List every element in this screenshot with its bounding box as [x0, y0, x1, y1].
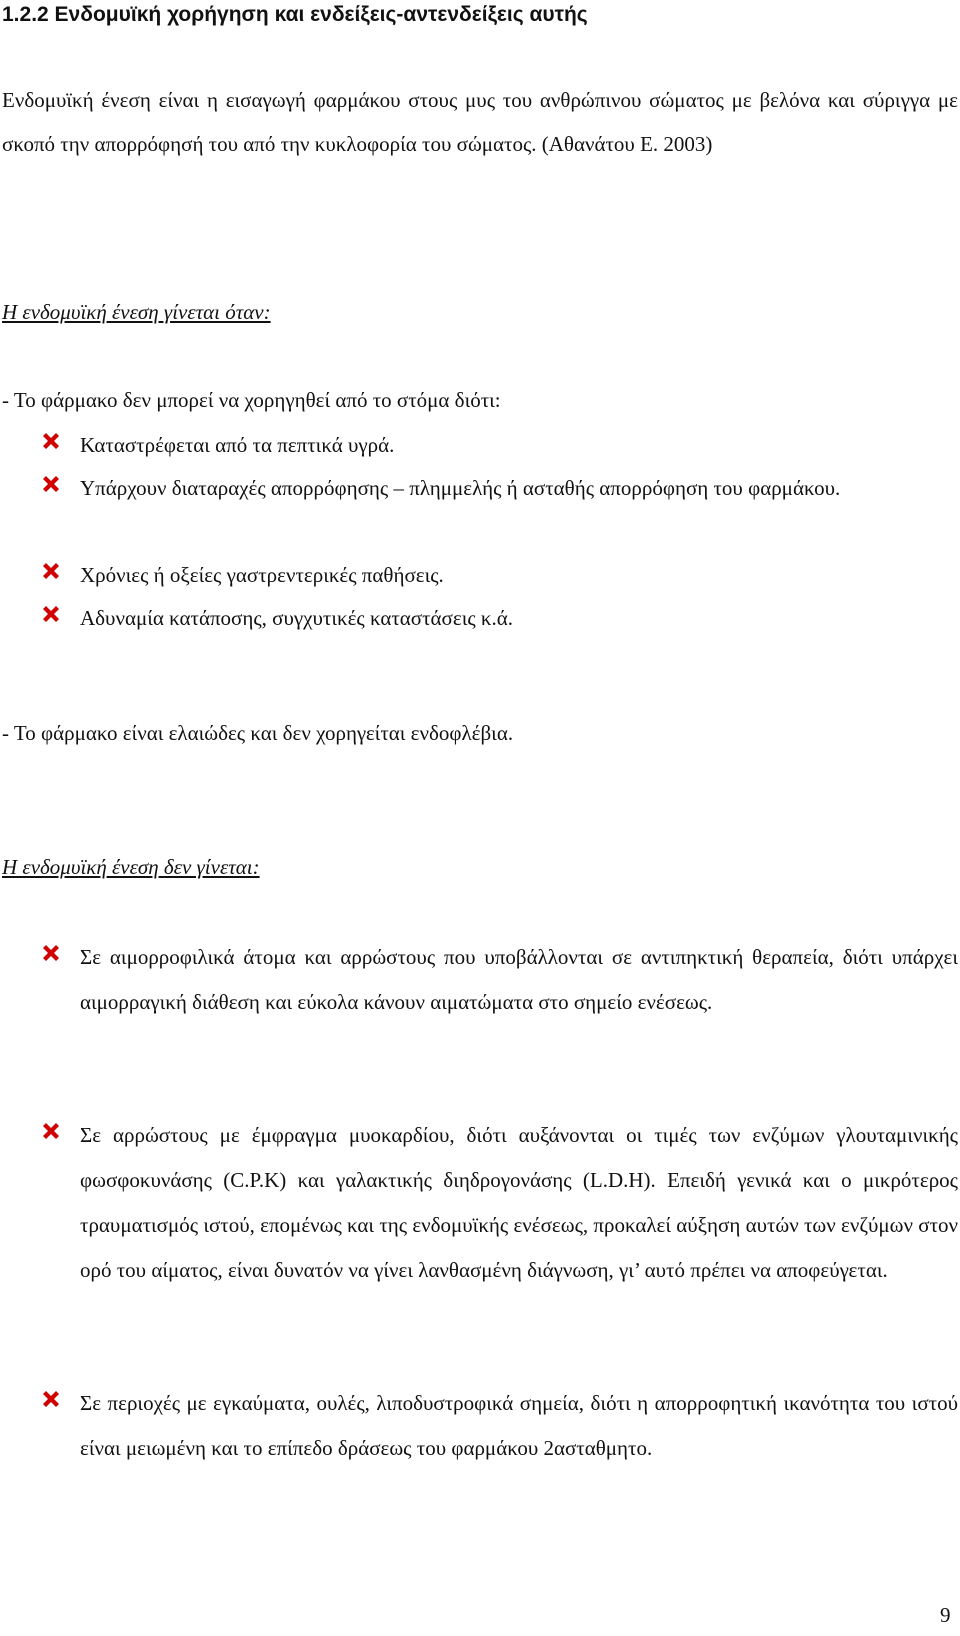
cross-mark-icon [40, 473, 62, 495]
cross-mark-icon [40, 1120, 62, 1142]
section-title: 1.2.2 Ενδομυϊκή χορήγηση και ενδείξεις-αντενδείξεις αυτής [2, 3, 588, 26]
bullet-text: Υπάρχουν διαταραχές απορρόφησης – πλημμελής ή ασταθής απορρόφηση του φαρμάκου. [80, 476, 841, 500]
cross-mark-icon [40, 1388, 62, 1410]
bullet-text: Καταστρέφεται από τα πεπτικά υγρά. [80, 433, 395, 457]
page-number: 9 [940, 1603, 951, 1627]
when-case-oral: - Το φάρμακο δεν μπορεί να χορηγηθεί από το στόμα διότι: [2, 388, 501, 412]
cross-mark-icon [40, 942, 62, 964]
bullet-text: Χρόνιες ή οξείες γαστρεντερικές παθήσεις. [80, 563, 444, 587]
cross-mark-icon [40, 430, 62, 452]
cross-mark-icon [40, 603, 62, 625]
bullet-text: Αδυναμία κατάποσης, συγχυτικές καταστάσεις κ.ά. [80, 606, 513, 630]
bullet-text: Σε αρρώστους με έμφραγμα μυοκαρδίου, διότι αυξάνονται οι τιμές των ενζύμων γλουταμινικής φωσφοκυνάσης (C.P.K) και γαλακτικής διηδρογονάσης (L.D.H). Επειδή γενικά και ο μικρότερος τραυματισμός ιστού, επομένως και της ενδομυϊκής ενέσεως, προκαλεί αύξηση αυτών των ενζύμων στον ορό του αίματος, είναι δυνατόν να γίνει λανθασμένη διάγνωση, γι’ αυτό πρέπει να αποφεύγεται. [80, 1123, 958, 1282]
intro-paragraph: Ενδομυϊκή ένεση είναι η εισαγωγή φαρμάκου στους μυς του ανθρώπινου σώματος με βελόνα και σύριγγα με σκοπό την απορρόφησή του από την κυκλοφορία του σώματος. (Αθανάτου Ε. 2003) [2, 88, 958, 156]
bullet-text: Σε περιοχές με εγκαύματα, ουλές, λιποδυστροφικά σημεία, διότι η απορροφητική ικανότητα του ιστού είναι μειωμένη και το επίπεδο δράσεως του φαρμάκου 2ασταθμητο. [80, 1391, 958, 1460]
when-heading: Η ενδομυϊκή ένεση γίνεται όταν: [2, 300, 271, 324]
when-case-oily: - Το φάρμακο είναι ελαιώδες και δεν χορηγείται ενδοφλέβια. [2, 721, 514, 745]
bullet-text: Σε αιμορροφιλικά άτομα και αρρώστους που υποβάλλονται σε αντιπηκτική θεραπεία, διότι υπάρχει αιμορραγική διάθεση και εύκολα κάνουν αιματώματα στο σημείο ενέσεως. [80, 945, 958, 1014]
not-heading: Η ενδομυϊκή ένεση δεν γίνεται: [2, 855, 260, 879]
cross-mark-icon [40, 560, 62, 582]
